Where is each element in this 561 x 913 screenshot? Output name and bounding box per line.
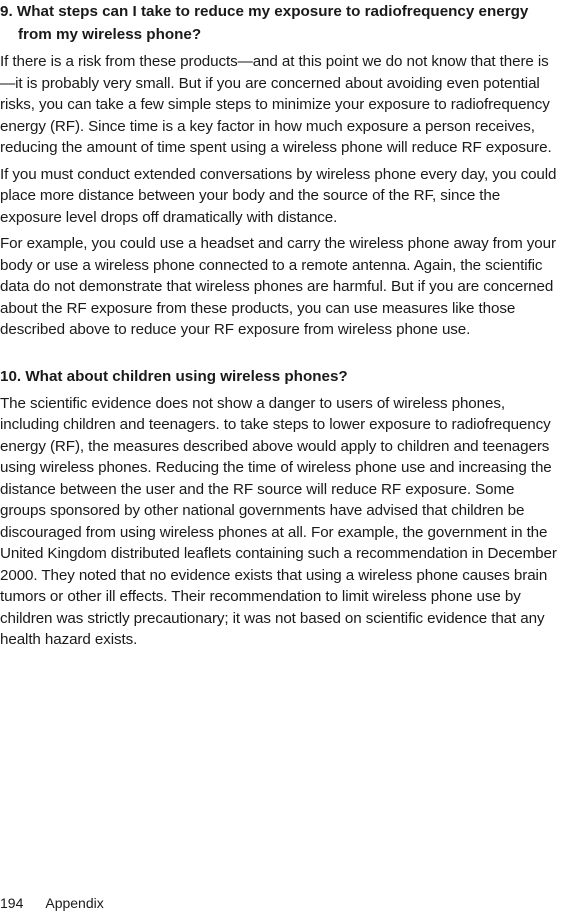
section-10-heading: 10. What about children using wireless phones? [0, 367, 348, 385]
section-9-paragraph-1: If there is a risk from these products—and at this point we do not know that there is—it is probably very small. But if you are concerned about avoiding even potential risks, you can take a few simple steps to minimize your exposure to radiofrequency energy (RF). Since time is a key factor in how much exposure a person receives, reducing the amount of time spent using a wireless phone will reduce RF exposure. [0, 53, 552, 156]
page-number: 194 [0, 895, 24, 911]
page-footer [0, 894, 104, 912]
section-10-paragraph-1: The scientific evidence does not show a danger to users of wireless phones, including children and teenagers. to take steps to lower exposure to radiofrequency energy (RF), the measures described above would apply to children and teenagers using wireless phones. Reducing the time of wireless phone use and increasing the distance between the user and the RF source will reduce RF exposure. Some groups sponsored by other national governments have advised that children be discouraged from using wireless phones at all. For example, the government in the United Kingdom distributed leaflets containing such a recommendation in December 2000. They noted that no evidence exists that using a wireless phone causes brain tumors or other ill effects. Their recommendation to limit wireless phone use by children was strictly precautionary; it was not based on scientific evidence that any health hazard exists. [0, 394, 557, 648]
section-9-paragraph-2: If you must conduct extended conversations by wireless phone every day, you could place more distance between your body and the source of the RF, since the exposure level drops off dramatically with distance. [0, 165, 557, 226]
footer-section-label: Appendix [45, 895, 104, 911]
section-9-paragraph-3: For example, you could use a headset and carry the wireless phone away from your body or use a wireless phone connected to a remote antenna. Again, the scientific data do not demonstrate that wireless phones are harmful. But if you are concerned about the RF exposure from these products, you can use measures like those described above to reduce your RF exposure from wireless phone use. [0, 235, 556, 338]
section-9-heading: 9. What steps can I take to reduce my exposure to radiofrequency energy from my wireless phone? [0, 3, 529, 43]
